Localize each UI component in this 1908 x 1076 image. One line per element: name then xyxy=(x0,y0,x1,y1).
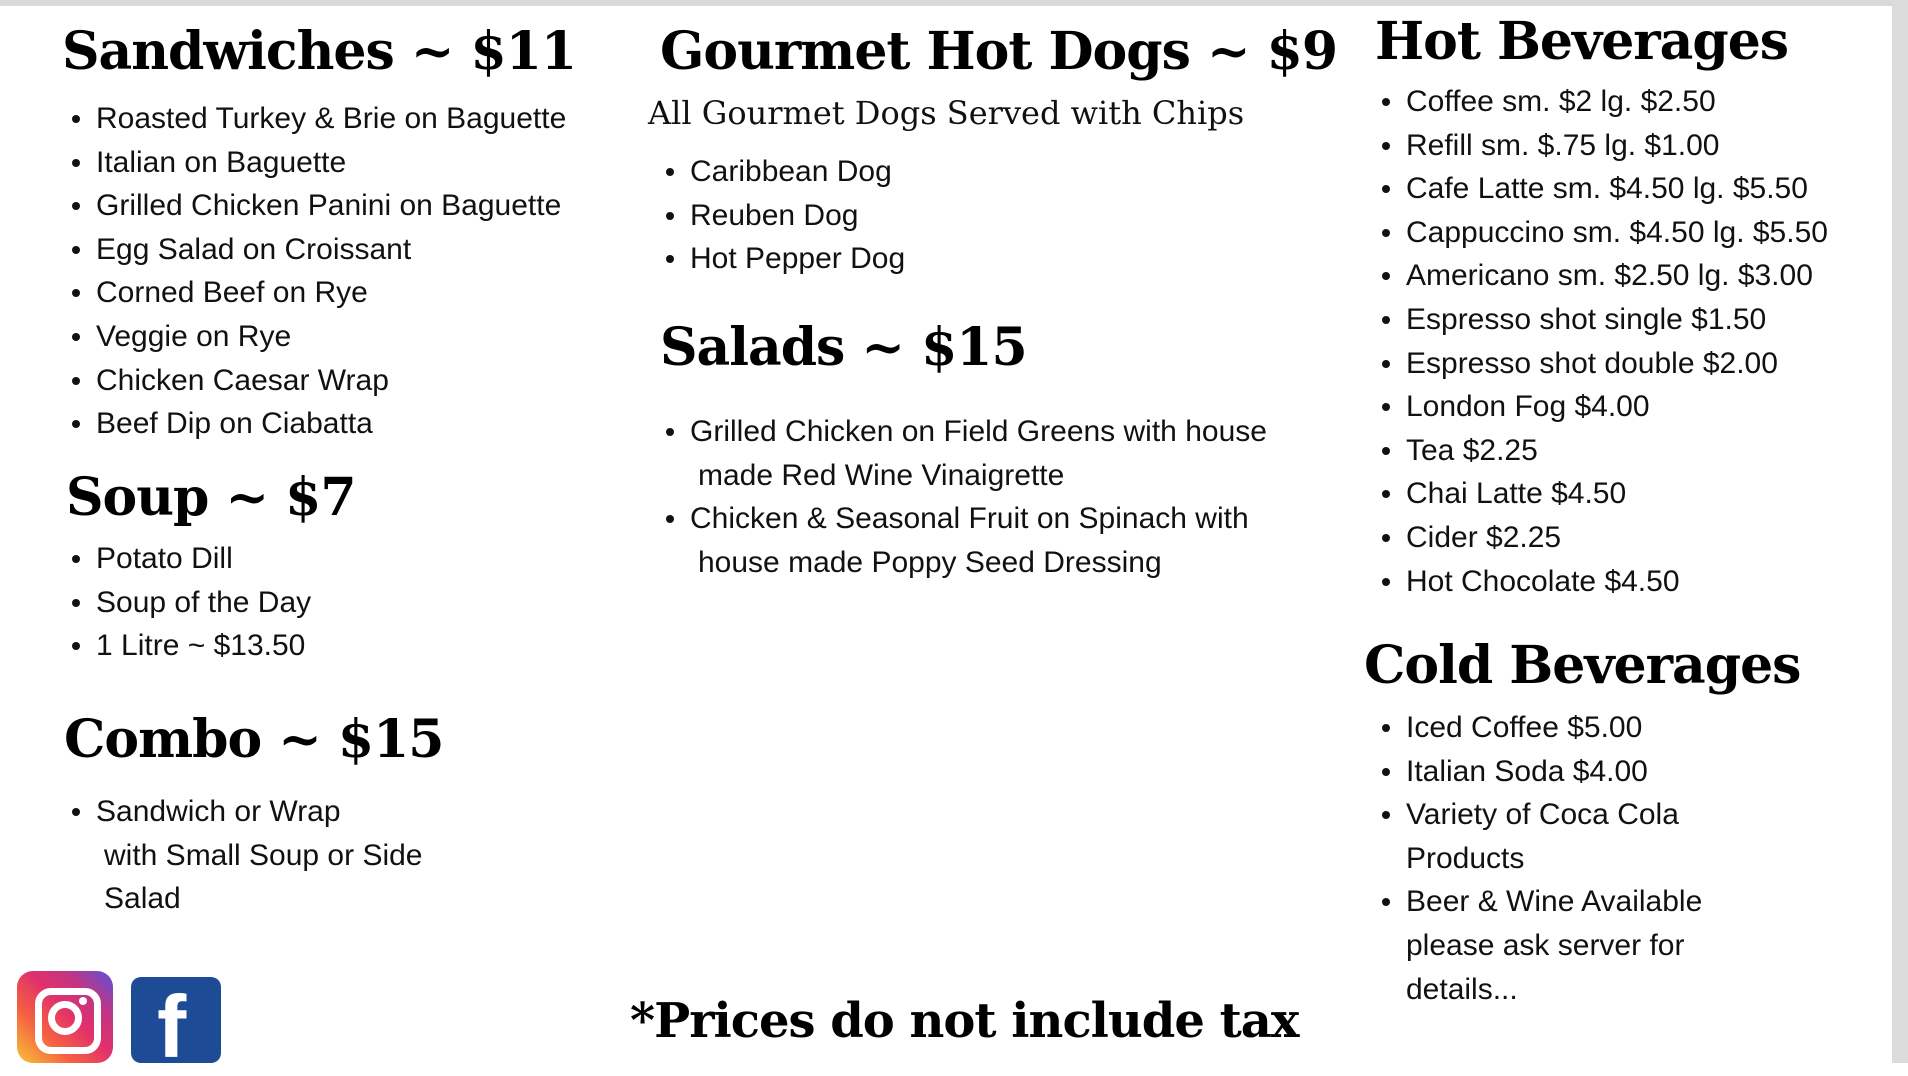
list-item: Grilled Chicken Panini on Baguette xyxy=(66,184,566,228)
facebook-icon[interactable] xyxy=(131,977,221,1076)
salad-line-2: house made Poppy Seed Dressing xyxy=(698,545,1162,579)
list-item: 1 Litre ~ $13.50 xyxy=(66,624,311,668)
list-item: Corned Beef on Rye xyxy=(66,271,566,315)
list-item: Caribbean Dog xyxy=(660,150,905,194)
hotdogs-subheading: All Gourmet Dogs Served with Chips xyxy=(648,94,1245,132)
hot-beverages-list xyxy=(1376,80,1828,603)
cold-line-1: Beer & Wine Available xyxy=(1406,885,1703,919)
list-item: Tea $2.25 xyxy=(1376,429,1828,473)
list-item: Coffee sm. $2 lg. $2.50 xyxy=(1376,80,1828,124)
cold-beverages-list xyxy=(1376,706,1702,1011)
cold-line-2: Products xyxy=(1406,841,1525,875)
list-item xyxy=(66,790,423,921)
salad-line-1: Grilled Chicken on Field Greens with house xyxy=(690,415,1267,448)
soup-list xyxy=(66,537,311,668)
top-border xyxy=(0,0,1908,6)
list-item: Hot Pepper Dog xyxy=(660,237,905,281)
cold-line-2: please ask server for xyxy=(1406,928,1685,962)
list-item xyxy=(660,497,1267,584)
sandwiches-heading: Sandwiches ~ $11 xyxy=(62,21,577,82)
sandwiches-list xyxy=(66,97,566,446)
right-border xyxy=(1892,0,1908,1063)
cold-line-1: Iced Coffee $5.00 xyxy=(1406,711,1643,744)
list-item xyxy=(1376,880,1702,1011)
facebook-f-glyph: f xyxy=(157,977,187,1076)
combo-line-3: Salad xyxy=(104,882,181,916)
cold-line-1: Variety of Coca Cola xyxy=(1406,798,1679,832)
hotdogs-list xyxy=(660,150,905,281)
combo-line-1: Sandwich or Wrap xyxy=(96,795,341,828)
tax-footnote: *Prices do not include tax xyxy=(630,993,1299,1049)
list-item: Roasted Turkey & Brie on Baguette xyxy=(66,97,566,141)
hotdogs-heading: Gourmet Hot Dogs ~ $9 xyxy=(660,21,1338,82)
cold-line-1: Italian Soda $4.00 xyxy=(1406,754,1648,788)
list-item: Soup of the Day xyxy=(66,581,311,625)
cold-beverages-heading: Cold Beverages xyxy=(1364,635,1801,696)
list-item: Cappuccino sm. $4.50 lg. $5.50 xyxy=(1376,211,1828,255)
list-item: London Fog $4.00 xyxy=(1376,385,1828,429)
list-item xyxy=(1376,706,1702,750)
salad-line-2: made Red Wine Vinaigrette xyxy=(698,458,1065,492)
list-item: Cider $2.25 xyxy=(1376,516,1828,560)
combo-line-2: with Small Soup or Side xyxy=(104,838,423,872)
list-item: Refill sm. $.75 lg. $1.00 xyxy=(1376,124,1828,168)
salads-heading: Salads ~ $15 xyxy=(660,317,1027,378)
list-item: Italian on Baguette xyxy=(66,141,566,185)
list-item: Chai Latte $4.50 xyxy=(1376,472,1828,516)
list-item: Hot Chocolate $4.50 xyxy=(1376,560,1828,604)
list-item: Cafe Latte sm. $4.50 lg. $5.50 xyxy=(1376,167,1828,211)
list-item xyxy=(1376,793,1702,880)
list-item xyxy=(660,410,1267,497)
instagram-icon[interactable] xyxy=(17,971,113,1063)
list-item: Reuben Dog xyxy=(660,194,905,238)
soup-heading: Soup ~ $7 xyxy=(66,467,356,528)
list-item xyxy=(1376,750,1702,794)
combo-list xyxy=(66,790,423,921)
list-item: Americano sm. $2.50 lg. $3.00 xyxy=(1376,254,1828,298)
list-item: Egg Salad on Croissant xyxy=(66,228,566,272)
hot-beverages-heading: Hot Beverages xyxy=(1375,11,1789,72)
list-item: Espresso shot double $2.00 xyxy=(1376,342,1828,386)
instagram-flash-dot xyxy=(79,997,87,1005)
combo-heading: Combo ~ $15 xyxy=(64,709,444,770)
list-item: Beef Dip on Ciabatta xyxy=(66,402,566,446)
list-item: Veggie on Rye xyxy=(66,315,566,359)
list-item: Potato Dill xyxy=(66,537,311,581)
list-item: Chicken Caesar Wrap xyxy=(66,359,566,403)
salads-list xyxy=(660,410,1267,584)
list-item: Espresso shot single $1.50 xyxy=(1376,298,1828,342)
salad-line-1: Chicken & Seasonal Fruit on Spinach with xyxy=(690,502,1249,536)
instagram-lens xyxy=(48,1001,82,1035)
cold-line-3: details... xyxy=(1406,972,1518,1006)
